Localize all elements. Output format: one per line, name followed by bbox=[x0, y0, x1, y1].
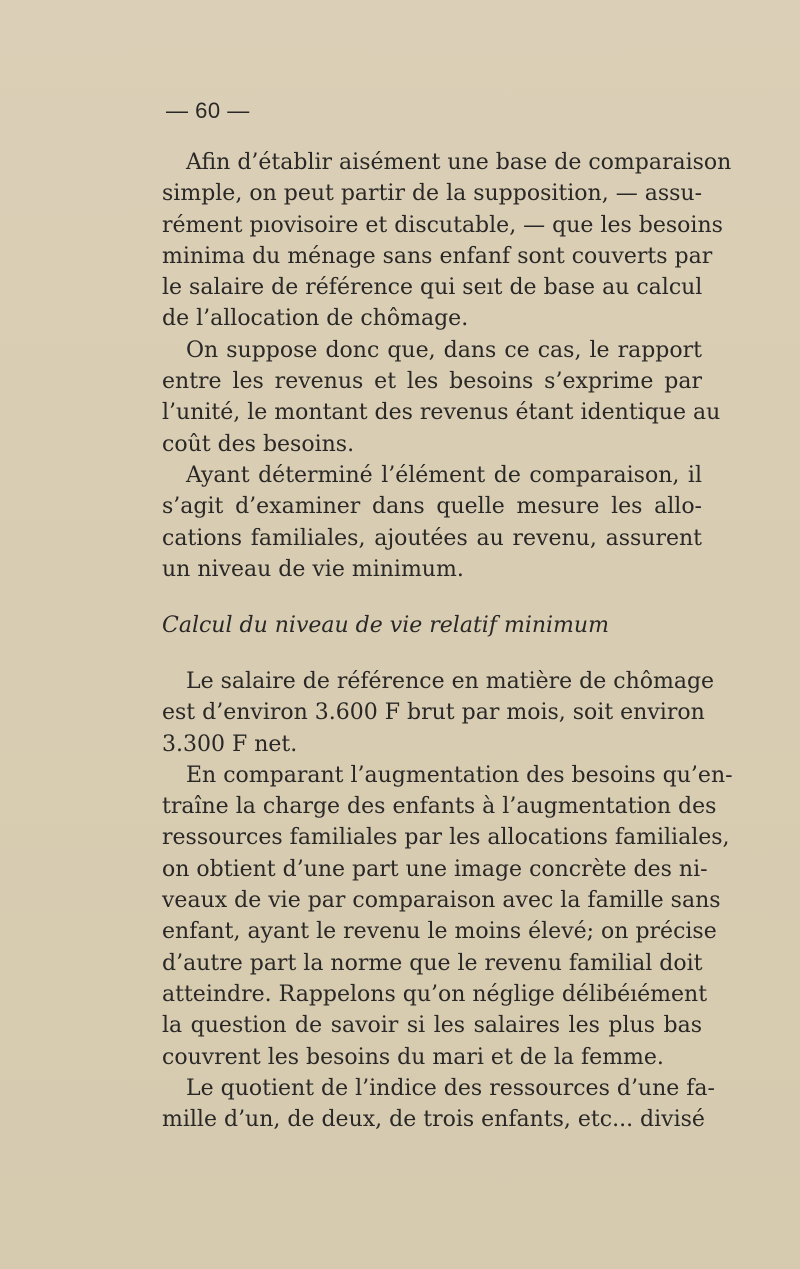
text-block-intro bbox=[162, 147, 732, 585]
text-line: mille d’un, de deux, de trois enfants, etc... divisé bbox=[162, 1107, 705, 1133]
text-line: Afin d’établir aisément une base de comparaison bbox=[186, 150, 732, 175]
text-line: s’agit d’examiner dans quelle mesure les allo- bbox=[162, 494, 702, 520]
text-block-calcul bbox=[162, 666, 733, 1135]
text-line: coût des besoins. bbox=[162, 431, 355, 457]
text-line: Ayant déterminé l’élément de comparaison, il bbox=[186, 462, 702, 488]
text-line: entre les revenus et les besoins s’exprime par bbox=[162, 369, 702, 395]
text-line: veaux de vie par comparaison avec la famille sans bbox=[162, 888, 721, 914]
text-line: Le salaire de référence en matière de chômage bbox=[186, 669, 715, 694]
paragraph bbox=[162, 335, 721, 460]
text-line: d’autre part la norme que le revenu familial doit bbox=[162, 950, 703, 976]
text-line: minima du ménage sans enfanf sont couverts par bbox=[162, 243, 713, 269]
text-line: de l’allocation de chômage. bbox=[162, 306, 469, 332]
text-line: l’unité, le montant des revenus étant identique au bbox=[162, 400, 721, 426]
text-line: est d’environ 3.600 F brut par mois, soit environ bbox=[162, 700, 705, 726]
text-line: couvrent les besoins du mari et de la femme. bbox=[162, 1044, 664, 1070]
paragraph bbox=[162, 147, 732, 335]
text-line: En comparant l’augmentation des besoins qu’en- bbox=[186, 762, 733, 788]
text-line: on obtient d’une part une image concrète des ni- bbox=[162, 856, 708, 882]
text-line: 3.300 F net. bbox=[162, 731, 298, 757]
text-line: Le quotient de l’indice des ressources d’une fa- bbox=[186, 1075, 715, 1101]
text-line: traîne la charge des enfants à l’augmentation des bbox=[162, 794, 717, 820]
paragraph bbox=[162, 760, 733, 1073]
text-line: un niveau de vie minimum. bbox=[162, 556, 464, 582]
text-line: ressources familiales par les allocations familiales, bbox=[162, 825, 730, 851]
paragraph bbox=[162, 460, 702, 585]
text-line: la question de savoir si les salaires les plus bas bbox=[162, 1013, 702, 1039]
text-line: On suppose donc que, dans ce cas, le rapport bbox=[186, 337, 702, 363]
page-number: — 60 — bbox=[166, 98, 250, 123]
text-line: simple, on peut partir de la supposition, — assu- bbox=[162, 181, 702, 207]
text-line: le salaire de référence qui seıt de base au calcul bbox=[162, 275, 703, 301]
text-line: enfant, ayant le revenu le moins élevé; on précise bbox=[162, 919, 717, 945]
text-line: cations familiales, ajoutées au revenu, assurent bbox=[162, 525, 702, 551]
paragraph bbox=[162, 666, 715, 760]
text-line: rément pıovisoire et discutable, — que les besoins bbox=[162, 212, 723, 238]
section-heading: Calcul du niveau de vie relatif minimum bbox=[162, 613, 609, 638]
paragraph bbox=[162, 1073, 715, 1136]
text-line: atteindre. Rappelons qu’on néglige délibéıément bbox=[162, 981, 708, 1007]
